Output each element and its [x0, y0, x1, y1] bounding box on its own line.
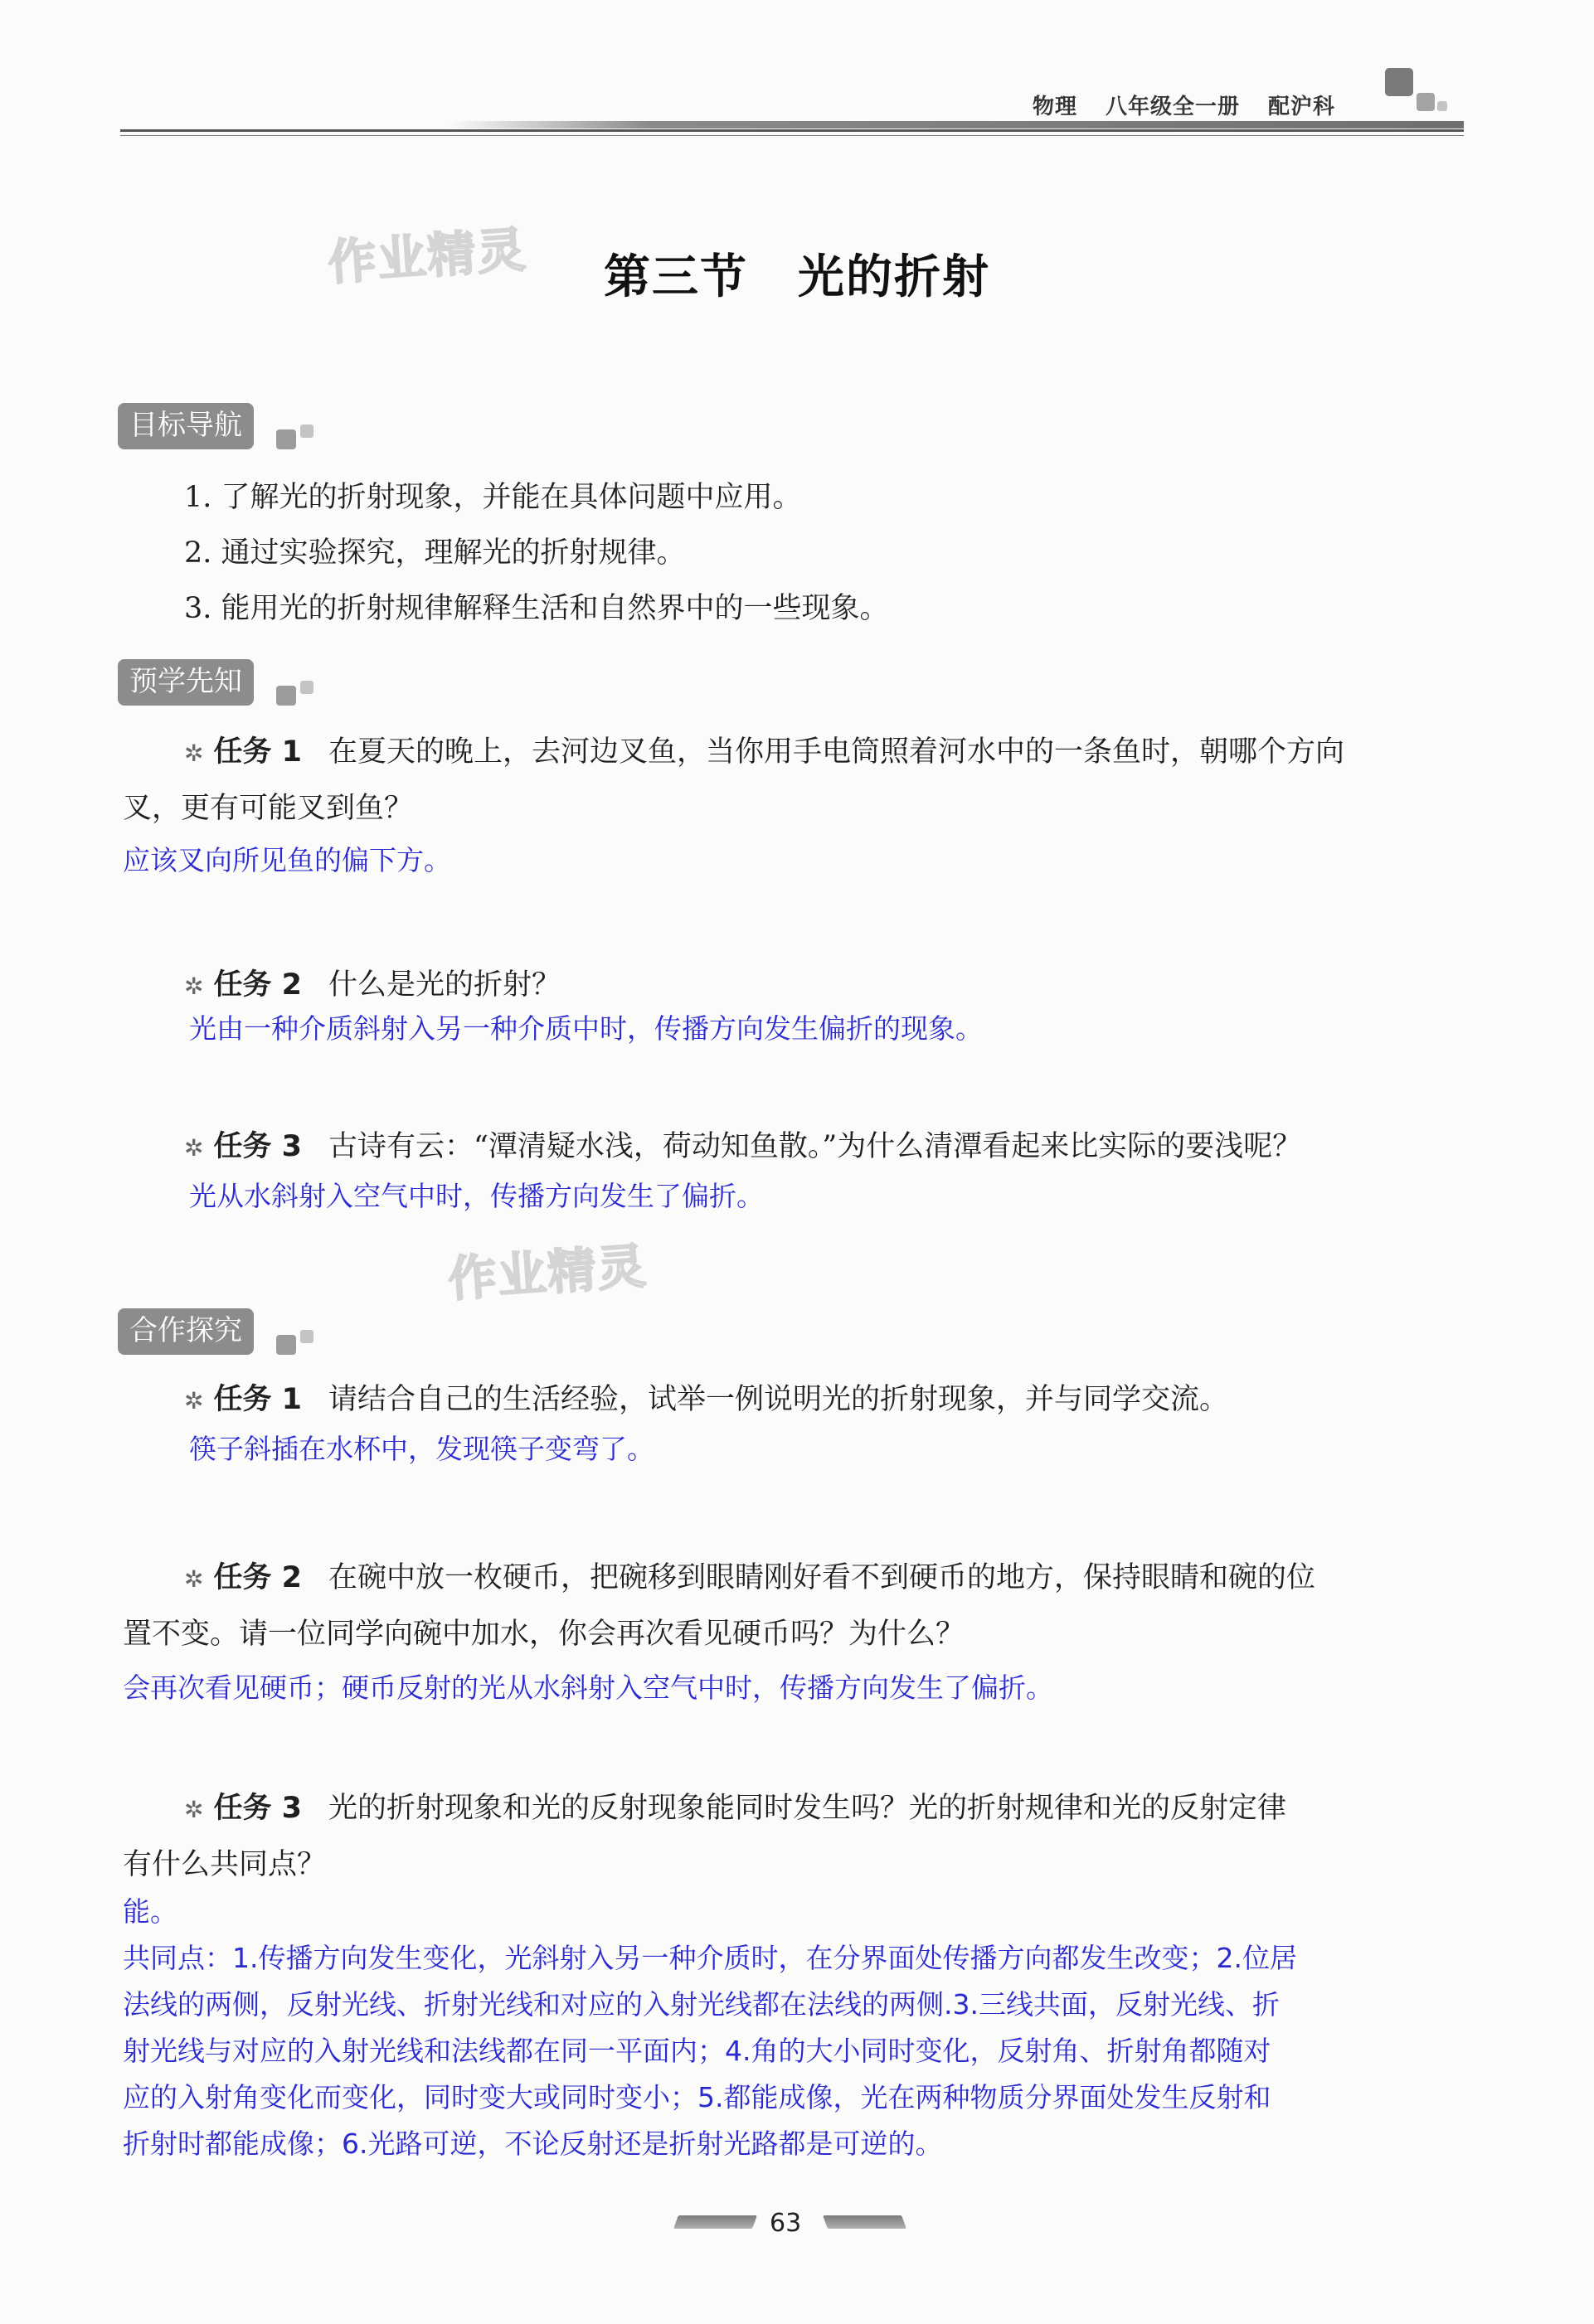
answer-text: 筷子斜插在水杯中，发现筷子变弯了。	[189, 1433, 654, 1465]
page-title	[0, 240, 1594, 307]
header-grade: 八年级全一册	[1106, 95, 1241, 119]
task-label: 任务 1	[213, 1383, 303, 1416]
task-marker-icon: ✲	[184, 1796, 204, 1823]
task-marker-icon: ✲	[184, 740, 204, 767]
answer-text: 共同点：1.传播方向发生变化，光斜射入另一种介质时，在分界面处传播方向都发生改变；2.位居	[123, 1942, 1297, 1974]
cooperate-task-1	[184, 1372, 1228, 1429]
answer-text: 光从水斜射入空气中时，传播方向发生了偏折。	[189, 1180, 764, 1212]
running-header	[1033, 90, 1335, 120]
goal-item: 3. 能用光的折射规律解释生活和自然界中的一些现象。	[184, 592, 889, 625]
tag-decor-square	[300, 681, 313, 694]
task-label: 任务 2	[213, 968, 303, 1002]
cooperate-task-2	[123, 1550, 1466, 1662]
header-rule-thin	[120, 135, 1464, 136]
cooperate-task-3	[123, 1781, 1466, 1892]
header-subject: 物理	[1033, 95, 1078, 119]
tag-decor-square	[276, 429, 296, 449]
task-question: 什么是光的折射？	[328, 968, 561, 1002]
answer-text: 会再次看见硬币；硬币反射的光从水斜射入空气中时，传播方向发生了偏折。	[123, 1671, 1053, 1704]
task-marker-icon: ✲	[184, 1134, 204, 1162]
task-marker-icon: ✲	[184, 1387, 204, 1414]
answer-text: 法线的两侧，反射光线、折射光线和对应的入射光线都在法线的两侧.3.三线共面，反射光线、折	[123, 1988, 1280, 2021]
task-question: 光的折射现象和光的反射现象能同时发生吗？光的折射规律和光的反射定律	[328, 1792, 1287, 1825]
page-number: 63	[770, 2209, 802, 2238]
task-question-cont: 叉，更有可能叉到鱼？	[123, 792, 414, 825]
watermark: 作业精灵	[446, 1237, 649, 1308]
section-tag-cooperate: 合作探究	[118, 1308, 254, 1355]
tag-decor-square	[300, 1330, 313, 1343]
answer-text: 光由一种介质斜射入另一种介质中时，传播方向发生偏折的现象。	[189, 1012, 983, 1045]
answer-text: 折射时都能成像；6.光路可逆，不论反射还是折射光路都是可逆的。	[123, 2128, 943, 2160]
footer-decor-bar	[823, 2215, 906, 2229]
answer-text: 射光线与对应的入射光线和法线都在同一平面内；4.角的大小同时变化，反射角、折射角都随对	[123, 2035, 1271, 2067]
task-question-cont: 置不变。请一位同学向碗中加水，你会再次看见硬币吗？为什么？	[123, 1618, 965, 1651]
task-label: 任务 3	[213, 1792, 303, 1825]
preview-task-3	[184, 1119, 1301, 1176]
header-decor-square	[1385, 68, 1413, 96]
answer-text: 应的入射角变化而变化，同时变大或同时变小；5.都能成像，光在两种物质分界面处发生反射和	[123, 2081, 1271, 2113]
task-marker-icon: ✲	[184, 1565, 204, 1593]
tag-decor-square	[300, 425, 313, 438]
tag-decor-square	[276, 1335, 296, 1355]
section-tag-goals: 目标导航	[118, 403, 254, 449]
header-decor-square	[1437, 101, 1447, 111]
task-question: 在碗中放一枚硬币，把碗移到眼睛刚好看不到硬币的地方，保持眼睛和碗的位	[328, 1561, 1316, 1594]
tag-decor-square	[276, 686, 296, 706]
header-band	[448, 121, 1464, 129]
title-section: 第三节	[604, 250, 748, 304]
goal-item: 1. 了解光的折射现象，并能在具体问题中应用。	[184, 481, 802, 514]
title-topic: 光的折射	[798, 250, 990, 304]
task-question: 请结合自己的生活经验，试举一例说明光的折射现象，并与同学交流。	[328, 1383, 1229, 1416]
preview-task-1	[123, 725, 1466, 836]
answer-text: 应该叉向所见鱼的偏下方。	[123, 844, 451, 876]
footer-decor-bar	[673, 2215, 757, 2229]
goal-item: 2. 通过实验探究，理解光的折射规律。	[184, 536, 686, 570]
answer-block	[123, 1889, 1475, 2167]
task-marker-icon: ✲	[184, 973, 204, 1000]
section-tag-preview: 预学先知	[118, 659, 254, 706]
answer-text: 能。	[123, 1895, 177, 1928]
task-question-cont: 有什么共同点？	[123, 1848, 327, 1881]
header-rule	[120, 129, 1464, 132]
task-label: 任务 3	[213, 1130, 303, 1163]
watermark: 作业精灵	[326, 221, 529, 292]
header-decor-square	[1417, 93, 1435, 111]
task-question: 在夏天的晚上，去河边叉鱼，当你用手电筒照着河水中的一条鱼时，朝哪个方向	[328, 735, 1345, 769]
header-edition: 配沪科	[1268, 95, 1336, 119]
task-question: 古诗有云：“潭清疑水浅，荷动知鱼散。”为什么清潭看起来比实际的要浅呢？	[328, 1130, 1302, 1163]
task-label: 任务 1	[213, 735, 303, 769]
task-label: 任务 2	[213, 1561, 303, 1594]
